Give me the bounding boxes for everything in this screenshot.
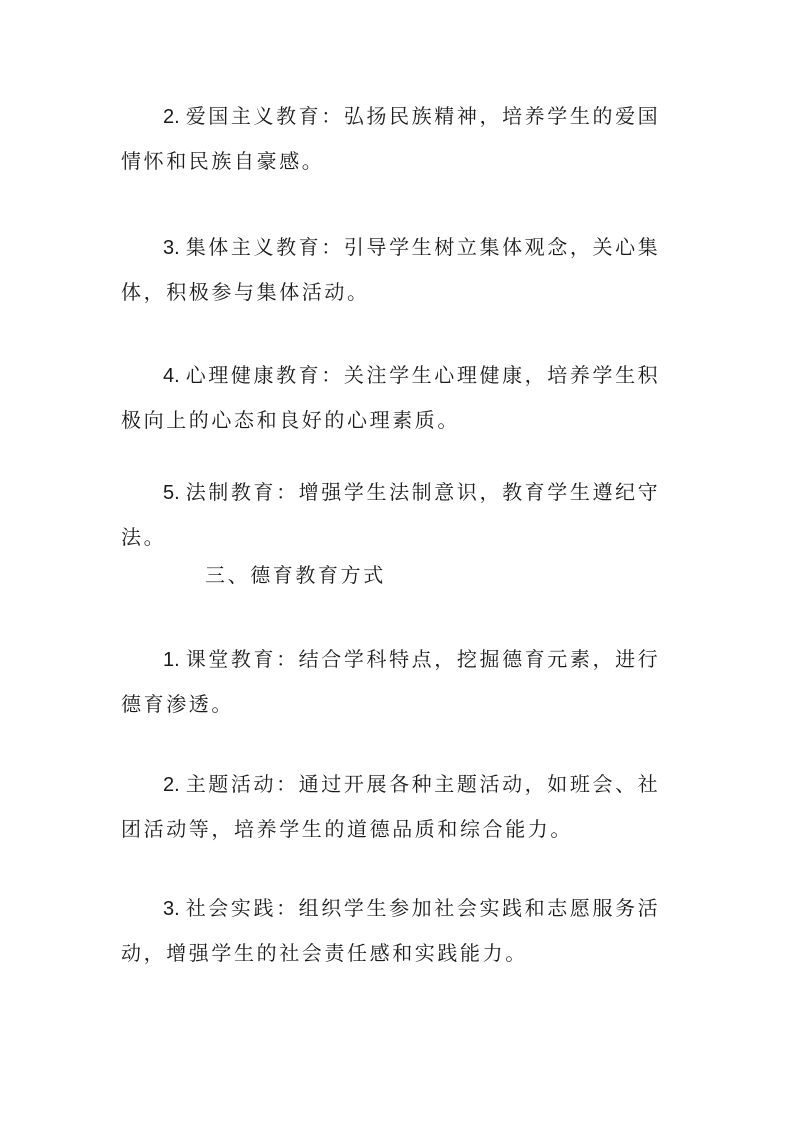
item-text: 心理健康教育：关注学生心理健康，培养学生积极向上的心态和良好的心理素质。	[121, 363, 661, 432]
section-heading: 三、德育教育方式	[205, 563, 386, 587]
item-number: 3.	[163, 898, 180, 920]
item-text: 社会实践：组织学生参加社会实践和志愿服务活动，增强学生的社会责任感和实践能力。	[121, 896, 661, 965]
paragraph-classroom-education	[121, 637, 677, 726]
paragraph-collectivism	[121, 225, 677, 314]
item-number: 2.	[163, 106, 180, 128]
item-number: 5.	[163, 482, 180, 504]
item-text: 法制教育：增强学生法制意识，教育学生遵纪守法。	[121, 480, 661, 549]
item-number: 3.	[163, 237, 180, 259]
item-number: 4.	[163, 365, 180, 387]
paragraph-legal-education	[121, 470, 677, 559]
paragraph-patriotism	[121, 94, 677, 183]
item-number: 1.	[163, 649, 180, 671]
item-text: 爱国主义教育：弘扬民族精神，培养学生的爱国情怀和民族自豪感。	[121, 104, 661, 173]
item-text: 主题活动：通过开展各种主题活动，如班会、社团活动等，培养学生的道德品质和综合能力。	[121, 772, 661, 841]
item-text: 集体主义教育：引导学生树立集体观念，关心集体，积极参与集体活动。	[121, 235, 661, 304]
item-text: 课堂教育：结合学科特点，挖掘德育元素，进行德育渗透。	[121, 647, 661, 716]
paragraph-mental-health	[121, 353, 677, 442]
paragraph-theme-activities	[121, 762, 677, 851]
paragraph-social-practice	[121, 886, 677, 975]
item-number: 2.	[163, 774, 180, 796]
